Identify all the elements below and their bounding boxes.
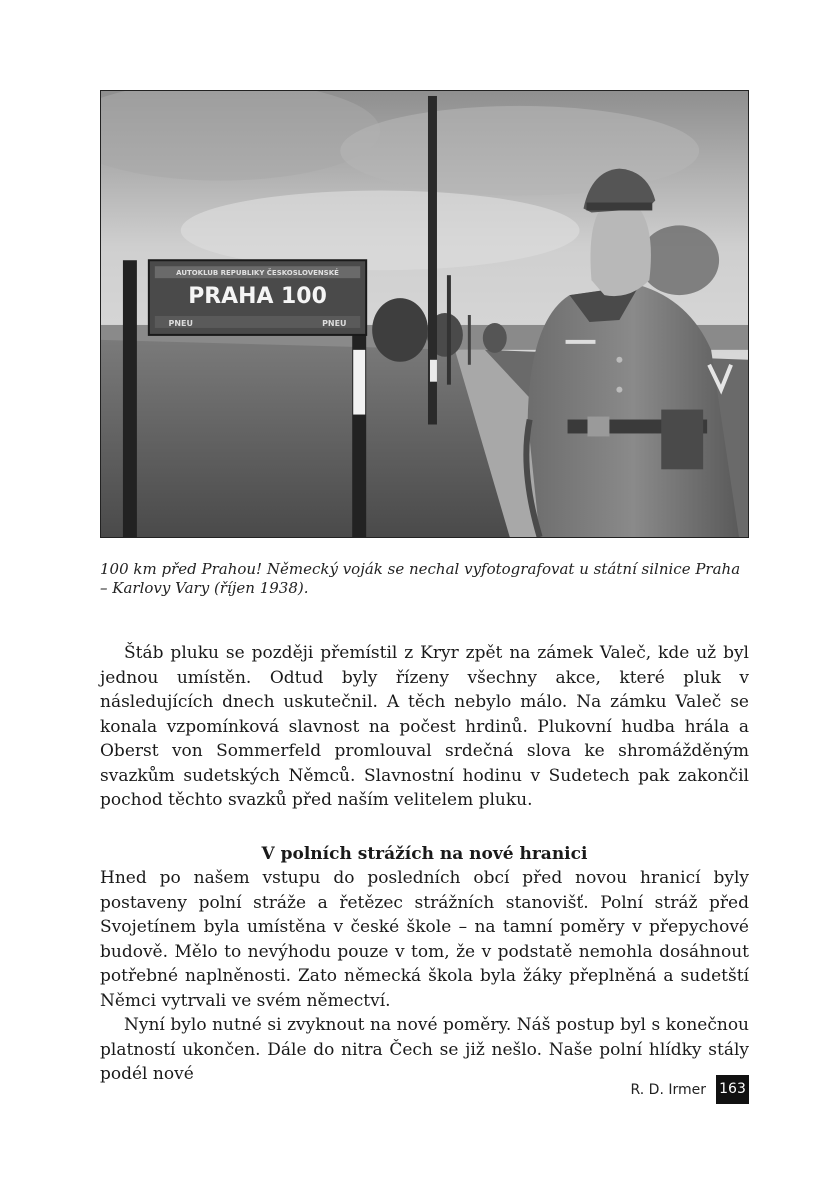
photo-caption: 100 km před Prahou! Německý voják se nechal vyfotografovat u státní silnice Praha – Karlovy Vary (říjen 1938). [100, 560, 741, 597]
page-number: 163 [716, 1075, 749, 1104]
paragraph: Štáb pluku se později přemístil z Kryr zpět na zámek Valeč, kde už byl jednou umístěn. Odtud byly řízeny všechny akce, které pluk v následujících dnech uskutečnil. A těch nebylo málo. Na zámku Valeč se konala vzpomínková slavnost na počest hrdinů. Plukovní hudba hrála a Oberst von Sommerfeld promlouval srdečná slova ke shromážděným svazkům sudetských Němců. Slavnostní hodinu v Sudetech pak zakončil pochod těchto svazků před naším velitelem pluku. [100, 643, 749, 810]
photo-graphic [101, 91, 748, 537]
paragraph: Nyní bylo nutné si zvyknout na nové poměry. Náš postup byl s konečnou platností ukončen. Dále do nitra Čech se již nešlo. Naše polní hlídky stály podél nové [100, 1015, 749, 1084]
sign-top-text: AUTOKLUB REPUBLIKY ČESKOSLOVENSKÉ [176, 269, 339, 278]
body-text-section-1 [100, 641, 749, 813]
sign-main-text: PRAHA 100 [188, 284, 327, 310]
paragraph: Hned po našem vstupu do posledních obcí před novou hranicí byly postaveny polní stráže a řetězec strážních stanovišť. Polní stráž před Svojetínem byla umístěna v české škole – na tamní poměry v přepychové budově. Mělo to nevýhodu pouze v tom, že v podstatě nemohla dosáhnout potřebné naplněnosti. Zato německá škola byla žáky přeplněná a sudetští Němci vytrvali ve svém němectví. [100, 868, 749, 1011]
photograph [100, 90, 749, 538]
section-heading: V polních strážích na nové hranici [261, 844, 588, 864]
sign-left-text: PNEU [168, 318, 193, 328]
body-text-section-2 [100, 866, 749, 1087]
footer-author: R. D. Irmer [630, 1082, 706, 1098]
sign-right-text: PNEU [322, 318, 347, 328]
